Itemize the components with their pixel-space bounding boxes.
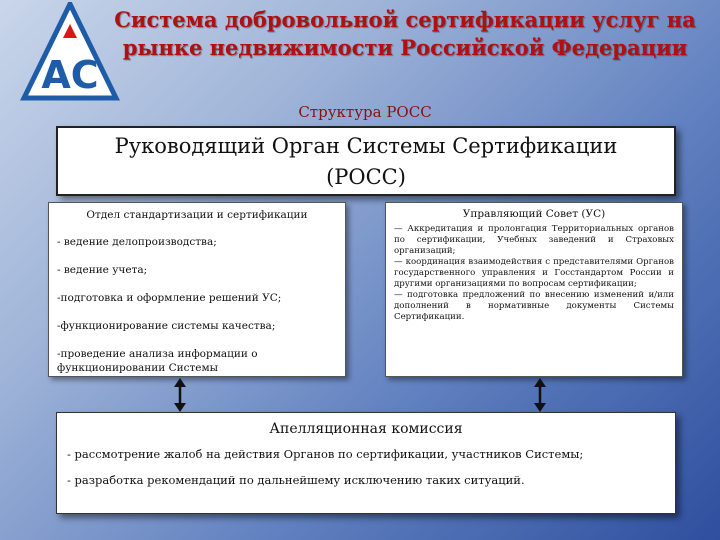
governing-body-box: [56, 126, 676, 196]
logo-letters: АС: [41, 53, 99, 97]
council-item: — Аккредитация и пролонгация Территориальных органов по сертификации, Учебных заведений и Страховых организаций;: [394, 224, 674, 256]
page-title: [110, 6, 700, 62]
council-item: — подготовка предложений по внесению изменений и/или дополнений в нормативные документы Системы Сертификации.: [394, 290, 674, 322]
appeal-item: - разработка рекомендаций по дальнейшему исключению таких ситуаций.: [67, 473, 525, 487]
appeal-title: Апелляционная комиссия: [269, 421, 463, 437]
appeal-item: - рассмотрение жалоб на действия Органов по сертификации, участников Системы;: [67, 447, 584, 461]
department-title: Отдел стандартизации и сертификации: [86, 209, 308, 221]
double-arrow-right: [528, 378, 552, 412]
council-title: Управляющий Совет (УС): [462, 208, 606, 220]
title-line-1: Система добровольной сертификации услуг на: [114, 7, 696, 32]
council-item: — координация взаимодействия с представителями Органов государственного управления и Госстандартом России и другими организациями по вопросам сертификации;: [394, 257, 674, 289]
title-line-2: рынке недвижимости Российской Федерации: [122, 35, 688, 60]
acs-logo: [20, 2, 120, 102]
council-box: [385, 202, 683, 377]
department-box: [48, 202, 346, 377]
department-item: - ведение учета;: [57, 264, 148, 276]
governing-body-line-1: Руководящий Орган Системы Сертификации: [114, 134, 618, 158]
double-arrow-left: [168, 378, 192, 412]
department-item: - ведение делопроизводства;: [57, 236, 217, 248]
appeal-commission-box: [56, 412, 676, 514]
governing-body-line-2: (РОСС): [326, 165, 406, 189]
structure-subtitle: Структура РОСС: [298, 103, 432, 121]
department-item: -функционирование системы качества;: [57, 320, 276, 332]
department-item: -проведение анализа информации о функционировании Системы: [57, 348, 258, 374]
department-item: -подготовка и оформление решений УС;: [57, 292, 282, 304]
